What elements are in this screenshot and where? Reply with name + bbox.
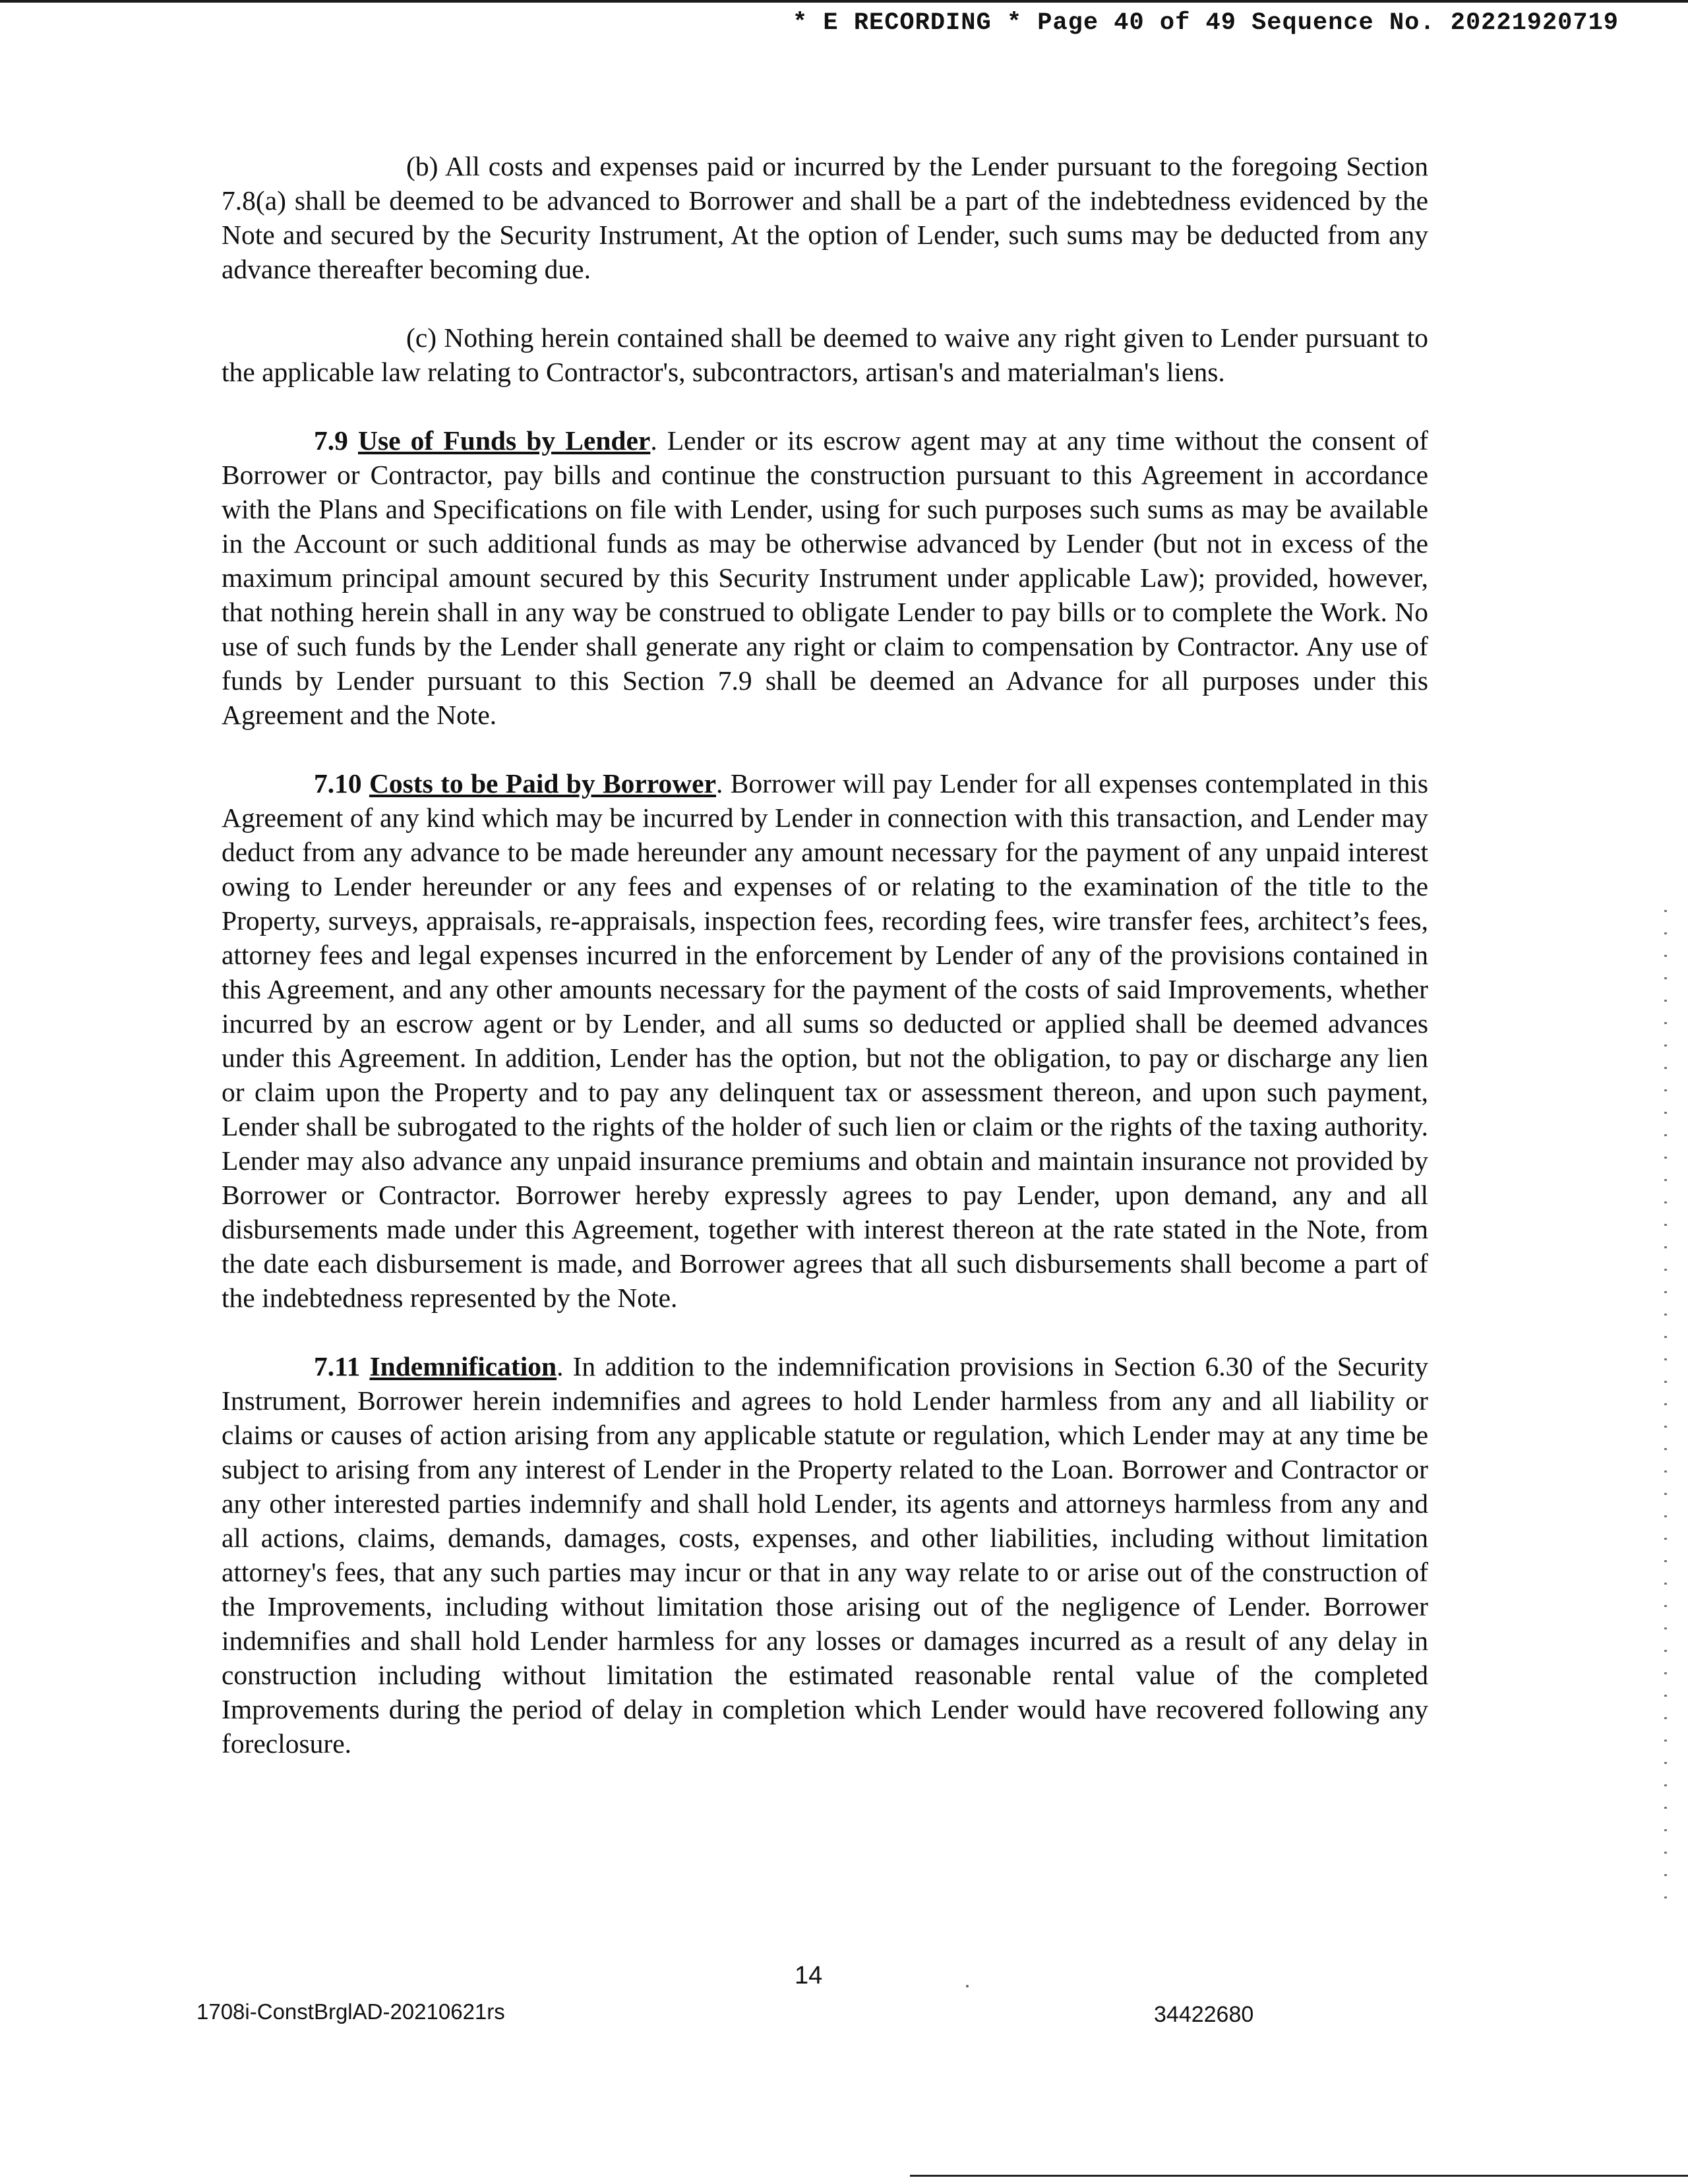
section-number: 7.11: [314, 1351, 361, 1381]
section-body: . Borrower will pay Lender for all expenses contemplated in this Agreement of any kind which may be incurred by Lender in connection with this transaction, and Lender may deduct from any advance to be made hereunder any amount necessary for the payment of any unpaid interest owing to Lender hereunder or any fees and expenses of or relating to the examination of the title to the Property, surveys, appraisals, re-appraisals, inspection fees, recording fees, wire transfer fees, architect’s fees, attorney fees and legal expenses incurred in the enforcement by Lender of any of the provisions contained in this Agreement, and any other amounts necessary for the payment of the costs of said Improvements, whether incurred by an escrow agent or by Lender, and all sums so deducted or applied shall be deemed advances under this Agreement. In addition, Lender has the option, but not the obligation, to pay or discharge any lien or claim upon the Property and to pay any delinquent tax or assessment thereon, and upon such payment, Lender shall be subrogated to the rights of the holder of such lien or claim or the rights of the taxing authority. Lender may also advance any unpaid insurance premiums and obtain and maintain insurance not provided by Borrower or Contractor. Borrower hereby expressly agrees to pay Lender, upon demand, any and all disbursements made under this Agreement, together with interest thereon at the rate stated in the Note, from the date each disbursement is made, and Borrower agrees that all such disbursements shall become a part of the indebtedness represented by the Note.: [222, 768, 1428, 1313]
section-body: . Lender or its escrow agent may at any time without the consent of Borrower or Contractor, pay bills and continue the construction pursuant to this Agreement in accordance with the Plans and Specifications on file with Lender, using for such purposes such sums as may be available in the Account or such additional funds as may be otherwise advanced by Lender (but not in excess of the maximum principal amount secured by this Security Instrument under applicable Law); provided, however, that nothing herein shall in any way be construed to obligate Lender to pay bills or to complete the Work. No use of such funds by the Lender shall generate any right or claim to compensation by Contractor. Any use of funds by Lender pursuant to this Section 7.9 shall be deemed an Advance for all purposes under this Agreement and the Note.: [222, 425, 1429, 730]
section-7-9: [222, 423, 1428, 732]
section-number: 7.10: [314, 768, 362, 799]
section-title: Costs to be Paid by Borrower: [369, 768, 717, 799]
recording-header: * E RECORDING * Page 40 of 49 Sequence No. 20221920719: [793, 9, 1619, 37]
scan-artifact-dots: [1664, 910, 1667, 1912]
section-title: Indemnification: [369, 1351, 557, 1381]
paragraph-c: (c) Nothing herein contained shall be deemed to waive any right given to Lender pursuant to the applicable law relating to Contractor's, subcontractors, artisan's and materialman's liens.: [222, 322, 1428, 387]
section-body: . In addition to the indemnification provisions in Section 6.30 of the Security Instrument, Borrower herein indemnifies and agrees to hold Lender harmless from any and all liability or claims or causes of action arising from any applicable statute or regulation, which Lender may at any time be subject to arising from any interest of Lender in the Property related to the Loan. Borrower and Contractor or any other interested parties indemnify and shall hold Lender, its agents and attorneys harmless from any and all actions, claims, demands, damages, costs, expenses, and other liabilities, including without limitation attorney's fees, that any such parties may incur or that in any way relate to or arise out of the construction of the Improvements, including without limitation those arising out of the negligence of Lender. Borrower indemnifies and shall hold Lender harmless for any losses or damages incurred as a result of any delay in construction including without limitation the estimated reasonable rental value of the completed Improvements during the period of delay in completion which Lender would have recovered following any foreclosure.: [222, 1351, 1429, 1759]
form-code: 1708i-ConstBrglAD-20210621rs: [196, 1999, 505, 2024]
scan-artifact-dot: [966, 1985, 969, 1987]
bottom-rule: [910, 2175, 1688, 2177]
paragraph-b: (b) All costs and expenses paid or incurred by the Lender pursuant to the foregoing Section 7.8(a) shall be deemed to be advanced to Borrower and shall be a part of the indebtedness evidenced by the Note and secured by the Security Instrument, At the option of Lender, such sums may be deducted from any advance thereafter becoming due.: [222, 151, 1428, 284]
section-7-11: [222, 1349, 1428, 1761]
page-number: 14: [795, 1962, 823, 1989]
document-number: 34422680: [1154, 2002, 1254, 2027]
section-title: Use of Funds by Lender: [358, 425, 651, 456]
document-body: [222, 149, 1428, 1761]
section-number: 7.9: [314, 425, 348, 456]
top-rule: [0, 0, 1688, 3]
section-7-10: [222, 766, 1428, 1315]
